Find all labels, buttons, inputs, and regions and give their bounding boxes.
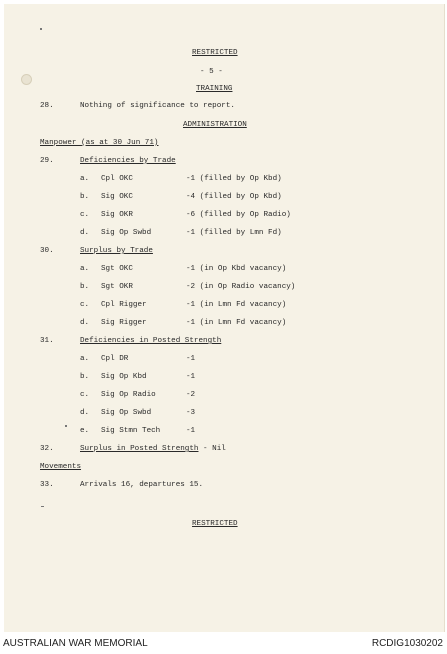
section-heading-training: TRAINING [196,85,233,93]
list-letter: c. [80,301,90,309]
paragraph-number: 30. [40,247,54,255]
list-letter: b. [80,193,90,201]
trade-count: -1 (in Lmn Fd vacancy) [186,301,287,309]
speck [40,28,42,30]
paragraph-number: 29. [40,157,54,165]
trade-name: Sig Op Swbd [101,229,152,237]
trade-name: Cpl DR [101,355,129,363]
trade-count: -1 [186,355,196,363]
list-letter: b. [80,373,90,381]
trade-count: -3 [186,409,196,417]
paragraph-number: 31. [40,337,54,345]
paragraph-title: Deficiencies in Posted Strength [80,337,222,345]
list-letter: a. [80,175,90,183]
paragraph-text: Nothing of significance to report. [80,102,235,110]
trade-name: Sgt OKC [101,265,133,273]
list-letter: d. [80,319,90,327]
paragraph-title: Surplus in Posted Strength [80,445,199,453]
document-page [4,4,445,632]
paragraph-suffix: - Nil [198,445,226,453]
page-number: - 5 - [200,68,223,76]
paragraph-number: 28. [40,102,54,110]
list-letter: d. [80,409,90,417]
trade-name: Cpl Rigger [101,301,147,309]
trade-name: Sig Rigger [101,319,147,327]
trade-count: -1 (filled by Op Kbd) [186,175,282,183]
archive-reference: RCDIG1030202 [371,638,443,649]
speck [41,506,44,507]
archive-credit: AUSTRALIAN WAR MEMORIAL [3,638,148,649]
paragraph-title: Deficiencies by Trade [80,157,176,165]
trade-name: Cpl OKC [101,175,133,183]
classification-top: RESTRICTED [192,49,238,57]
trade-name: Sgt OKR [101,283,133,291]
trade-name: Sig Stmn Tech [101,427,161,435]
trade-name: Sig OKC [101,193,133,201]
list-letter: d. [80,229,90,237]
list-letter: a. [80,265,90,273]
subheading-movements: Movements [40,463,82,471]
list-letter: b. [80,283,90,291]
list-letter: e. [80,427,90,435]
section-heading-administration: ADMINISTRATION [183,121,247,129]
trade-name: Sig Op Kbd [101,373,147,381]
speck [65,425,67,427]
trade-name: Sig Op Swbd [101,409,152,417]
trade-count: -1 (in Lmn Fd vacancy) [186,319,287,327]
classification-bottom: RESTRICTED [192,520,238,528]
trade-count: -1 (filled by Lmn Fd) [186,229,282,237]
paragraph-number: 32. [40,445,54,453]
punch-hole [21,74,32,85]
trade-count: -2 [186,391,196,399]
paragraph-number: 33. [40,481,54,489]
list-letter: c. [80,211,90,219]
paragraph-title: Surplus by Trade [80,247,153,255]
trade-count: -6 (filled by Op Radio) [186,211,291,219]
trade-name: Sig OKR [101,211,133,219]
paragraph-line [80,446,226,454]
list-letter: c. [80,391,90,399]
trade-name: Sig Op Radio [101,391,156,399]
trade-count: -1 (in Op Kbd vacancy) [186,265,287,273]
trade-count: -1 [186,373,196,381]
list-letter: a. [80,355,90,363]
subheading-manpower: Manpower (as at 30 Jun 71) [40,139,159,147]
trade-count: -2 (in Op Radio vacancy) [186,283,296,291]
trade-count: -4 (filled by Op Kbd) [186,193,282,201]
trade-count: -1 [186,427,196,435]
paragraph-text: Arrivals 16, departures 15. [80,481,204,489]
